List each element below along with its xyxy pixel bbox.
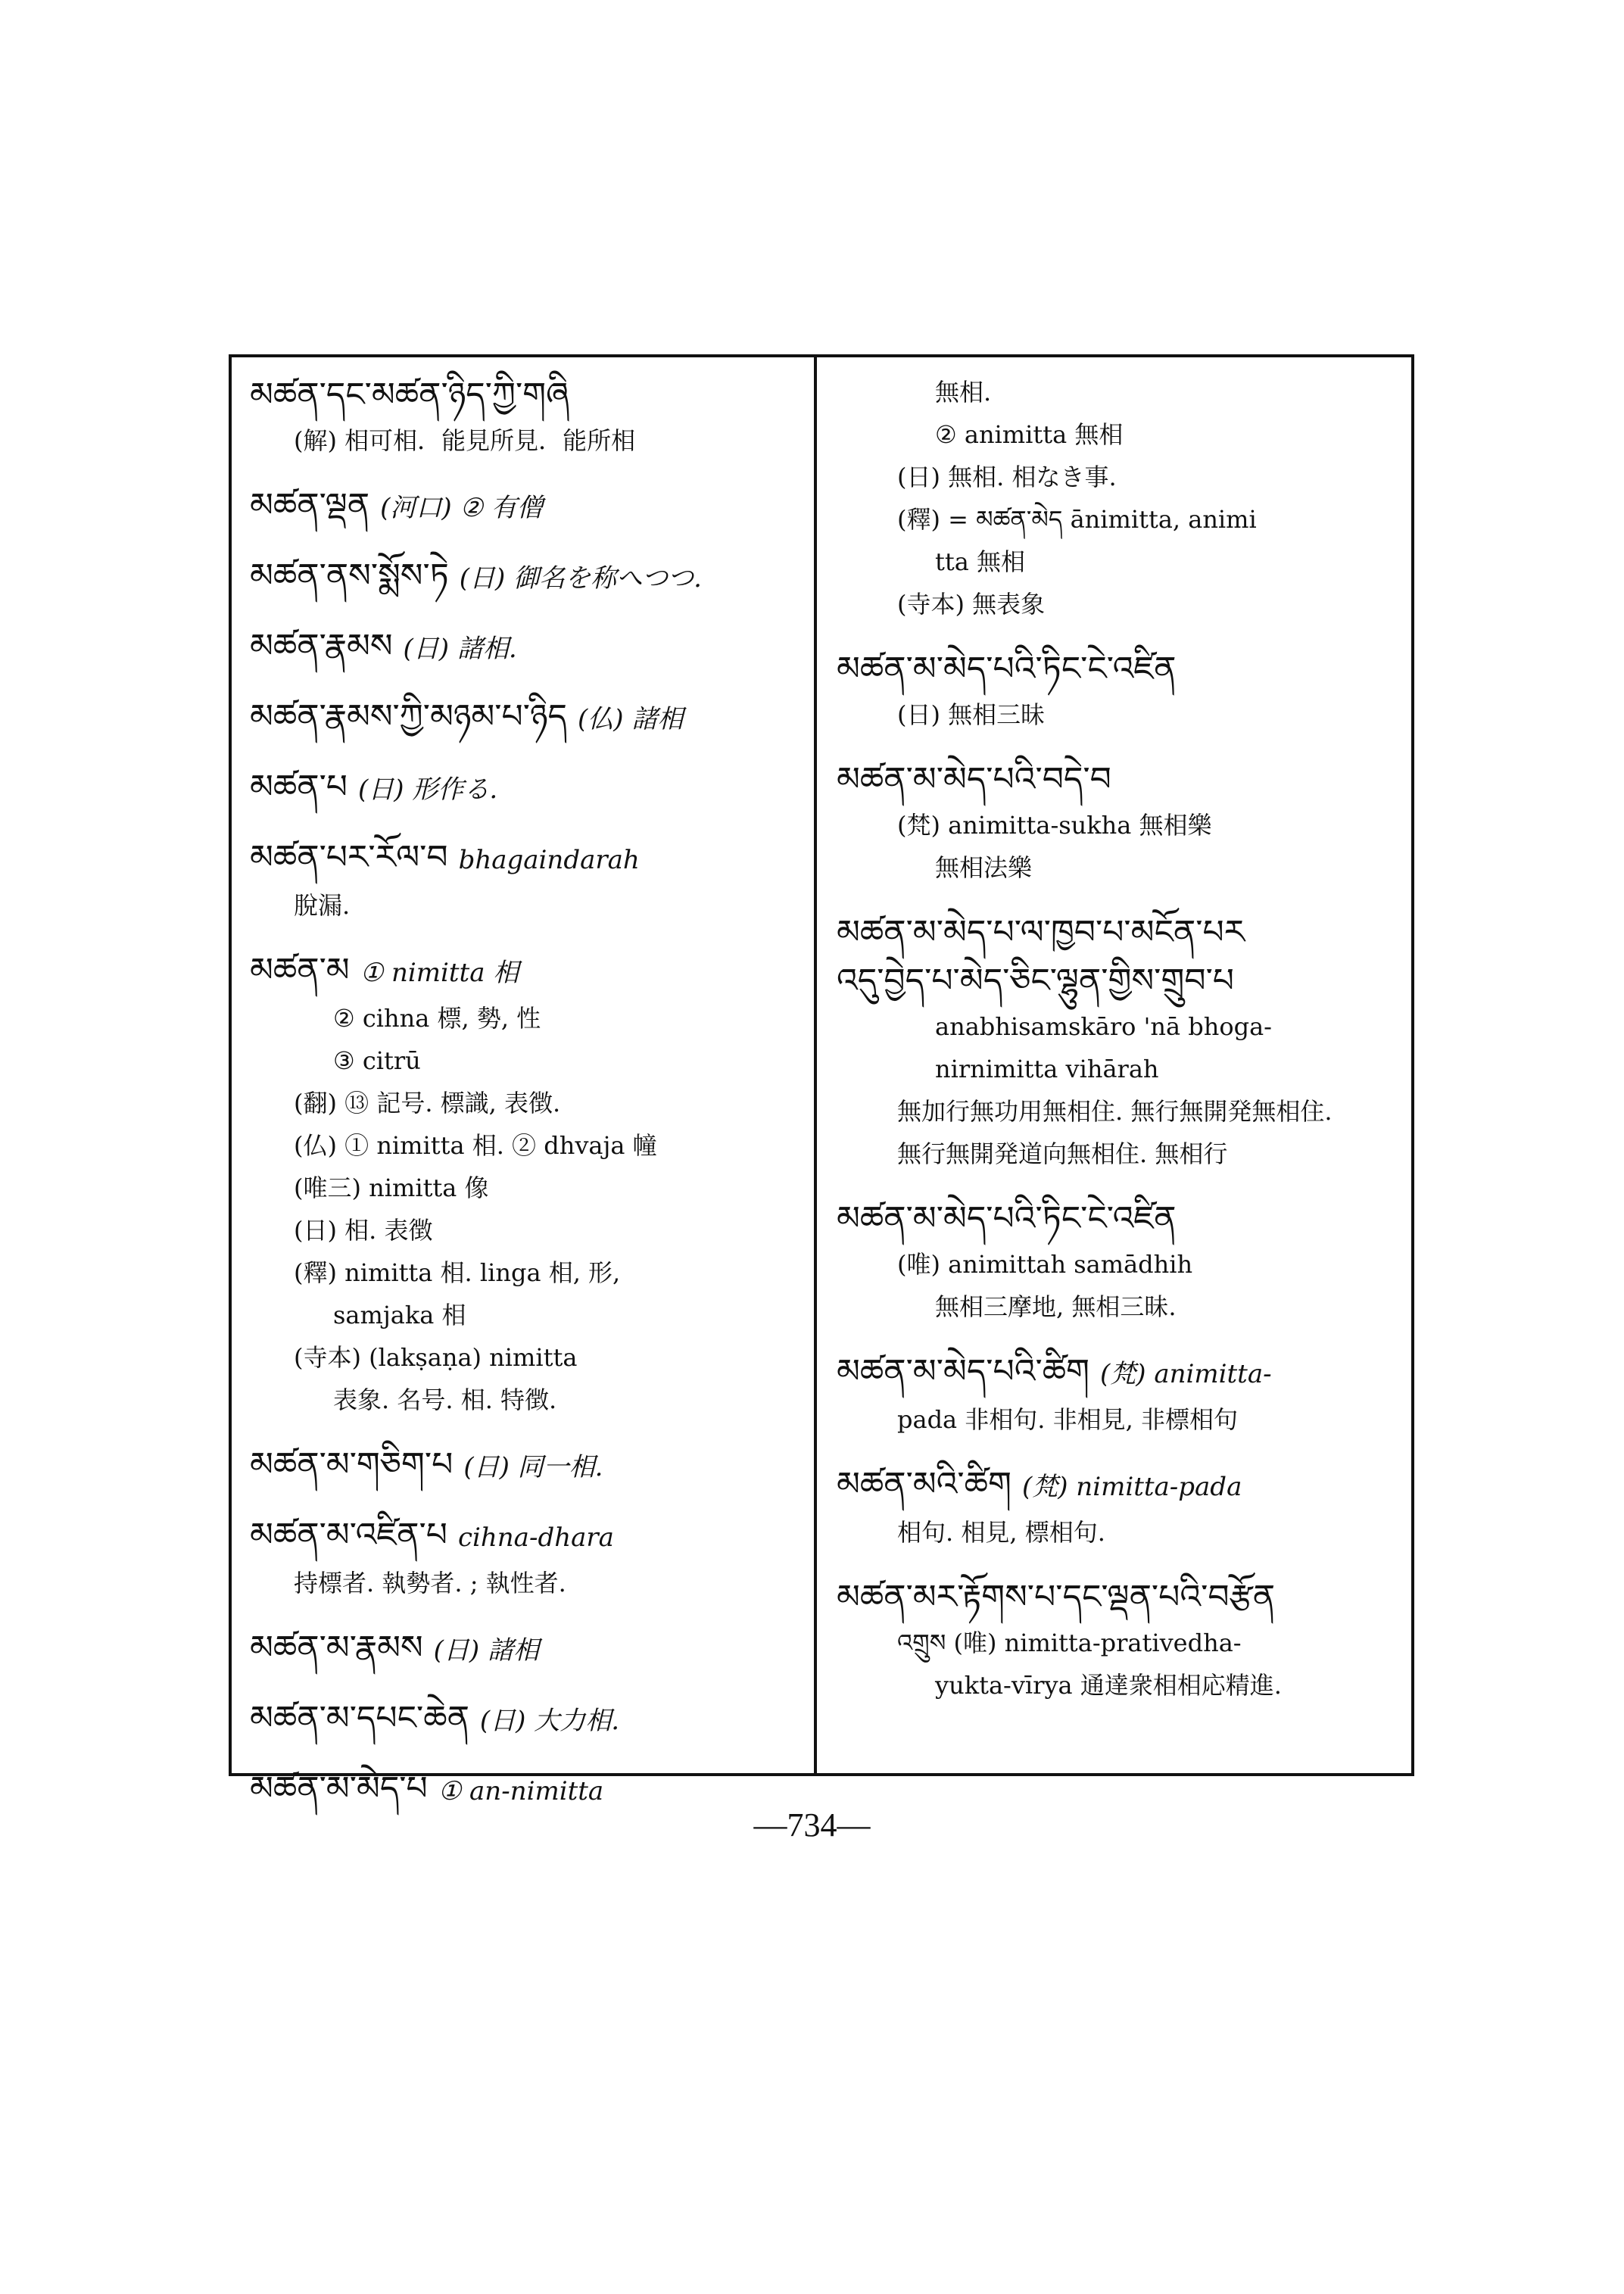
entry-gloss-line: (翻) ⑬ 記号. 標識, 表徴. [294,1089,561,1117]
right-column [837,371,1404,1726]
dictionary-entry [837,371,1404,625]
entry-gloss-line: ② animitta 無相 [935,420,1124,449]
left-column [250,371,806,1835]
entry-gloss-line: (日) 無相. 相なき事. [897,463,1117,491]
entry-gloss: (日) 形作る. [358,775,498,805]
tibetan-headword: མཚན་མ་གཅིག་པ [250,1445,454,1484]
entry-gloss-line: tta 無相 [935,547,1025,576]
entry-gloss-line: 表象. 名号. 相. 特徴. [333,1385,557,1414]
dictionary-entry [250,763,806,814]
tibetan-headword: མཚན་མ [250,951,350,990]
entry-gloss: (日) 御名を称へつつ. [459,563,702,594]
entry-headword [837,645,1404,693]
dictionary-entry [250,1624,806,1675]
entry-gloss-line: (解) 相可相．能見所見．能所相 [294,426,636,455]
column-divider [814,354,817,1776]
entry-headword [250,622,806,673]
entry-headword [250,834,806,884]
page-number: —734— [753,1806,871,1844]
dictionary-entry [250,1441,806,1491]
entry-gloss-line: samjaka 相 [333,1301,466,1329]
tibetan-headword: མཚན་རྣམས [250,627,393,665]
entry-headword [250,552,806,603]
entry-headword [837,1460,1404,1511]
entry-gloss: ① an-nimitta [438,1776,604,1806]
tibetan-headword: མཚན་མའི་ཚིག [837,1465,1011,1504]
entry-headword [837,756,1404,804]
entry-gloss-line: 無相. [935,378,992,407]
entry-gloss-line: 脫漏. [294,891,351,920]
entry-gloss: cihna-dhara [457,1523,614,1553]
entry-headword [250,1511,806,1562]
entry-gloss-line: 無行無開発道向無相住. 無相行 [897,1139,1228,1168]
dictionary-entry [837,1573,1404,1706]
dictionary-entry [250,834,806,927]
tibetan-headword: མཚན་དང་མཚན་ཉིད་ཀྱི་གཞི [250,376,569,414]
entry-headword [250,371,806,419]
entry-headword [837,1348,1404,1398]
tibetan-headword: མཚན་མ་རྣམས [250,1629,423,1667]
entry-gloss-line: (寺本) 無表象 [897,590,1046,619]
dictionary-entry [250,946,806,1421]
tibetan-headword: མཚན་མ་མེད་པ་ལ་ཁྱབ་པ་མངོན་པར [837,913,1245,952]
tibetan-headword: མཚན་མ་དཔང་ཆེན [250,1699,469,1738]
dictionary-entry [250,622,806,673]
entry-gloss: (河口) ② 有僧 [380,493,543,523]
entry-headword [837,1195,1404,1243]
entry-gloss: (梵) nimitta-pada [1021,1472,1242,1502]
entry-headword [250,1441,806,1491]
entry-gloss-line: (仏) ① nimitta 相. ② dhvaja 幢 [294,1131,657,1160]
tibetan-headword: མཚན་མར་རྟོགས་པ་དང་ལྡན་པའི་བརྩོན [837,1578,1276,1616]
entry-headword-continued: འདུ་བྱེད་པ་མེད་ཅིང་ལྷུན་གྱིས་གྲུབ་པ [837,962,1235,1000]
entry-gloss-line: 相句. 相見, 標相句. [897,1518,1105,1547]
entry-gloss-line: 無加行無功用無相住. 無行無開発無相住. [897,1097,1333,1126]
dictionary-entry [837,756,1404,889]
entry-gloss-line: 無相三摩地, 無相三昧. [935,1292,1177,1321]
dictionary-entry [250,482,806,532]
entry-gloss: bhagaindarah [458,845,640,875]
entry-gloss: (日) 諸相 [433,1635,540,1666]
entry-gloss: (日) 同一相. [463,1452,603,1482]
entry-gloss-line: འགྲུས (唯) nimitta-prativedha- [897,1629,1242,1657]
dictionary-entry [250,371,806,462]
entry-gloss-line: (日) 無相三昧 [897,700,1046,729]
tibetan-headword: མཚན་ལྡན [250,486,370,525]
entry-gloss-line: (釋) nimitta 相. linga 相, 形, [294,1258,621,1287]
dictionary-entry [250,1511,806,1604]
dictionary-entry [250,1694,806,1745]
entry-gloss-line: 無相法樂 [935,853,1033,882]
entry-gloss-line: (唯) animittah samādhih [897,1250,1193,1279]
entry-headword [250,693,806,743]
entry-gloss: (梵) animitta- [1100,1359,1272,1389]
dictionary-entry [250,552,806,603]
entry-gloss-line: anabhisamskāro 'nā bhoga- [935,1012,1272,1041]
entry-headword [250,1624,806,1675]
entry-gloss-line: ② cihna 標, 勢, 性 [333,1004,541,1033]
entry-headword [250,482,806,532]
dictionary-entry [837,645,1404,736]
dictionary-entry [837,1195,1404,1328]
tibetan-headword: མཚན་མ་མེད་པའི་ཏིང་ངེ་འཛིན [837,650,1177,688]
entry-gloss-line: (日) 相. 表徴 [294,1216,433,1245]
entry-headword [250,946,806,997]
tibetan-headword: མཚན་མ་མེད་པ [250,1769,428,1808]
entry-gloss: (日) 諸相. [403,634,517,664]
entry-headword [250,763,806,814]
entry-gloss: (日) 大力相. [479,1706,620,1736]
tibetan-headword: མཚན་མ་མེད་པའི་ཚིག [837,1352,1090,1391]
entry-headword [837,909,1404,957]
dictionary-entry [250,693,806,743]
entry-gloss-line: (釋) = མཚན་མེད ānimitta, animi [897,505,1257,534]
entry-gloss-line: nirnimitta vihārah [935,1055,1159,1083]
entry-gloss-line: ③ citrū [333,1046,421,1075]
tibetan-headword: མཚན་ནས་སྨོས་ཏེ [250,556,449,595]
entry-headword [837,1573,1404,1622]
entry-gloss-line: (寺本) (lakṣaṇa) nimitta [294,1343,578,1372]
tibetan-headword: མཚན་མ་འཛིན་པ [250,1516,447,1554]
entry-gloss-line: pada 非相句. 非相見, 非標相句 [897,1405,1238,1434]
tibetan-headword: མཚན་པར་རོལ་བ [250,838,448,877]
entry-gloss-line: 持標者. 執勢者. ; 執性者. [294,1569,566,1597]
tibetan-headword: མཚན་རྣམས་ཀྱི་མཉམ་པ་ཉིད [250,697,568,736]
entry-gloss-line: (梵) animitta-sukha 無相樂 [897,811,1212,840]
tibetan-headword: མཚན་མ་མེད་པའི་བདེ་བ [837,760,1111,799]
tibetan-headword: མཚན་པ [250,768,348,806]
entry-gloss: ① nimitta 相 [360,958,519,988]
entry-headword [250,1694,806,1745]
entry-gloss-line: yukta-vīrya 通達衆相相応精進. [935,1671,1282,1700]
entry-gloss: (仏) 諸相 [578,704,684,734]
dictionary-entry [837,1460,1404,1554]
entry-gloss-line: (唯三) nimitta 像 [294,1173,489,1202]
dictionary-entry [837,1348,1404,1441]
dictionary-entry [837,909,1404,1175]
tibetan-headword: མཚན་མ་མེད་པའི་ཏིང་ངེ་འཛིན [837,1199,1177,1238]
